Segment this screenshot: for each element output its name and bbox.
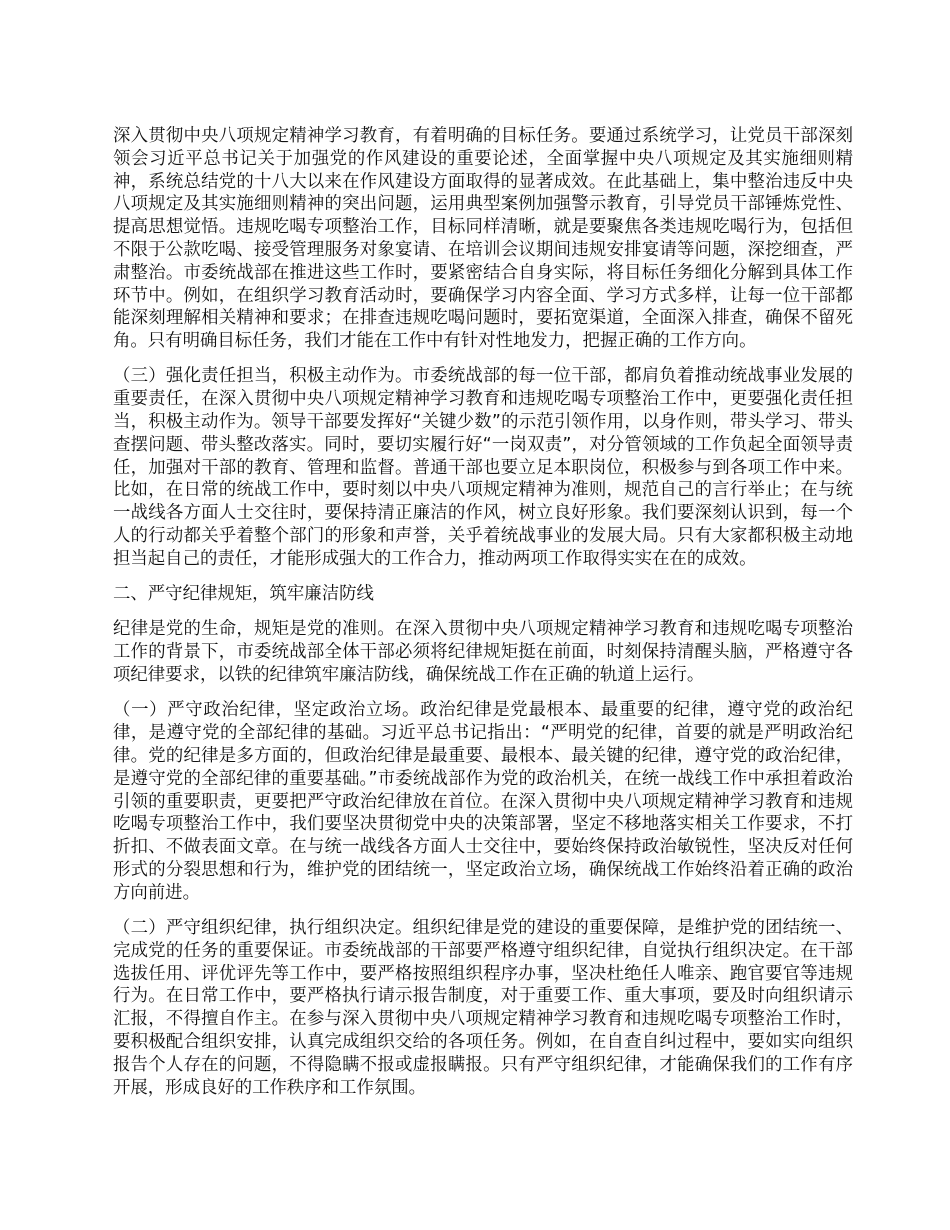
paragraph-responsibility: （三）强化责任担当，积极主动作为。市委统战部的每一位干部，都肩负着推动统战事业发展的重要责任，在深入贯彻中央八项规定精神学习教育和违规吃喝专项整治工作中，更要强化责任担当，积极主动作为。领导干部要发挥好“关键少数”的示范引领作用，以身作则，带头学习、带头查摆问题、带头整改落实。同时，要切实履行好“一岗双责”，对分管领域的工作负起全面领导责任，加强对干部的教育、管理和监督。普通干部也要立足本职岗位，积极参与到各项工作中来。比如，在日常的统战工作中，要时刻以中央八项规定精神为准则，规范自己的言行举止；在与统一战线各方面人士交往时，要保持清正廉洁的作风，树立良好形象。我们要深刻认识到，每一个人的行动都关乎着整个部门的形象和声誉，关乎着统战事业的发展大局。只有大家都积极主动地担当起自己的责任，才能形成强大的工作合力，推动两项工作取得实实在在的成效。 [113,366,853,569]
document-page [113,125,853,1112]
paragraph-discipline-intro: 纪律是党的生命，规矩是党的准则。在深入贯彻中央八项规定精神学习教育和违规吃喝专项整治工作的背景下，市委统战部全体干部必须将纪律规矩挺在前面，时刻保持清醒头脑，严格遵守各项纪律要求，以铁的纪律筑牢廉洁防线，确保统战工作在正确的轨道上运行。 [113,619,853,686]
section-heading-discipline: 二、严守纪律规矩，筑牢廉洁防线 [113,584,374,605]
paragraph-political-discipline: （一）严守政治纪律，坚定政治立场。政治纪律是党最根本、最重要的纪律，遵守党的政治纪律，是遵守党的全部纪律的基础。习近平总书记指出：“严明党的纪律，首要的就是严明政治纪律。党的纪律是多方面的，但政治纪律是最重要、最根本、最关键的纪律，遵守党的政治纪律，是遵守党的全部纪律的重要基础。”市委统战部作为党的政治机关，在统一战线工作中承担着政治引领的重要职责，更要把严守政治纪律放在首位。在深入贯彻中央八项规定精神学习教育和违规吃喝专项整治工作中，我们要坚决贯彻党中央的决策部署，坚定不移地落实相关工作要求，不打折扣、不做表面文章。在与统一战线各方面人士交往中，要始终保持政治敏锐性，坚决反对任何形式的分裂思想和行为，维护党的团结统一，坚定政治立场，确保统战工作始终沿着正确的政治方向前进。 [113,700,853,903]
paragraph-organizational-discipline: （二）严守组织纪律，执行组织决定。组织纪律是党的建设的重要保障，是维护党的团结统一、完成党的任务的重要保证。市委统战部的干部要严格遵守组织纪律，自觉执行组织决定。在干部选拔任用、评优评先等工作中，要严格按照组织程序办事，坚决杜绝任人唯亲、跑官要官等违规行为。在日常工作中，要严格执行请示报告制度，对于重要工作、重大事项，要及时向组织请示汇报，不得擅自作主。在参与深入贯彻中央八项规定精神学习教育和违规吃喝专项整治工作时，要积极配合组织安排，认真完成组织交给的各项任务。例如，在自查自纠过程中，要如实向组织报告个人存在的问题，不得隐瞒不报或虚报瞒报。只有严守组织纪律，才能确保我们的工作有序开展，形成良好的工作秩序和工作氛围。 [113,918,853,1098]
paragraph-goals: 深入贯彻中央八项规定精神学习教育，有着明确的目标任务。要通过系统学习，让党员干部深刻领会习近平总书记关于加强党的作风建设的重要论述，全面掌握中央八项规定及其实施细则精神，系统总结党的十八大以来在作风建设方面取得的显著成效。在此基础上，集中整治违反中央八项规定及其实施细则精神的突出问题，运用典型案例加强警示教育，引导党员干部锤炼党性、提高思想觉悟。违规吃喝专项整治工作，目标同样清晰，就是要聚焦各类违规吃喝行为，包括但不限于公款吃喝、接受管理服务对象宴请、在培训会议期间违规安排宴请等问题，深挖细查，严肃整治。市委统战部在推进这些工作时，要紧密结合自身实际，将目标任务细化分解到具体工作环节中。例如，在组织学习教育活动时，要确保学习内容全面、学习方式多样，让每一位干部都能深刻理解相关精神和要求；在排查违规吃喝问题时，要拓宽渠道，全面深入排查，确保不留死角。只有明确目标任务，我们才能在工作中有针对性地发力，把握正确的工作方向。 [113,126,853,352]
